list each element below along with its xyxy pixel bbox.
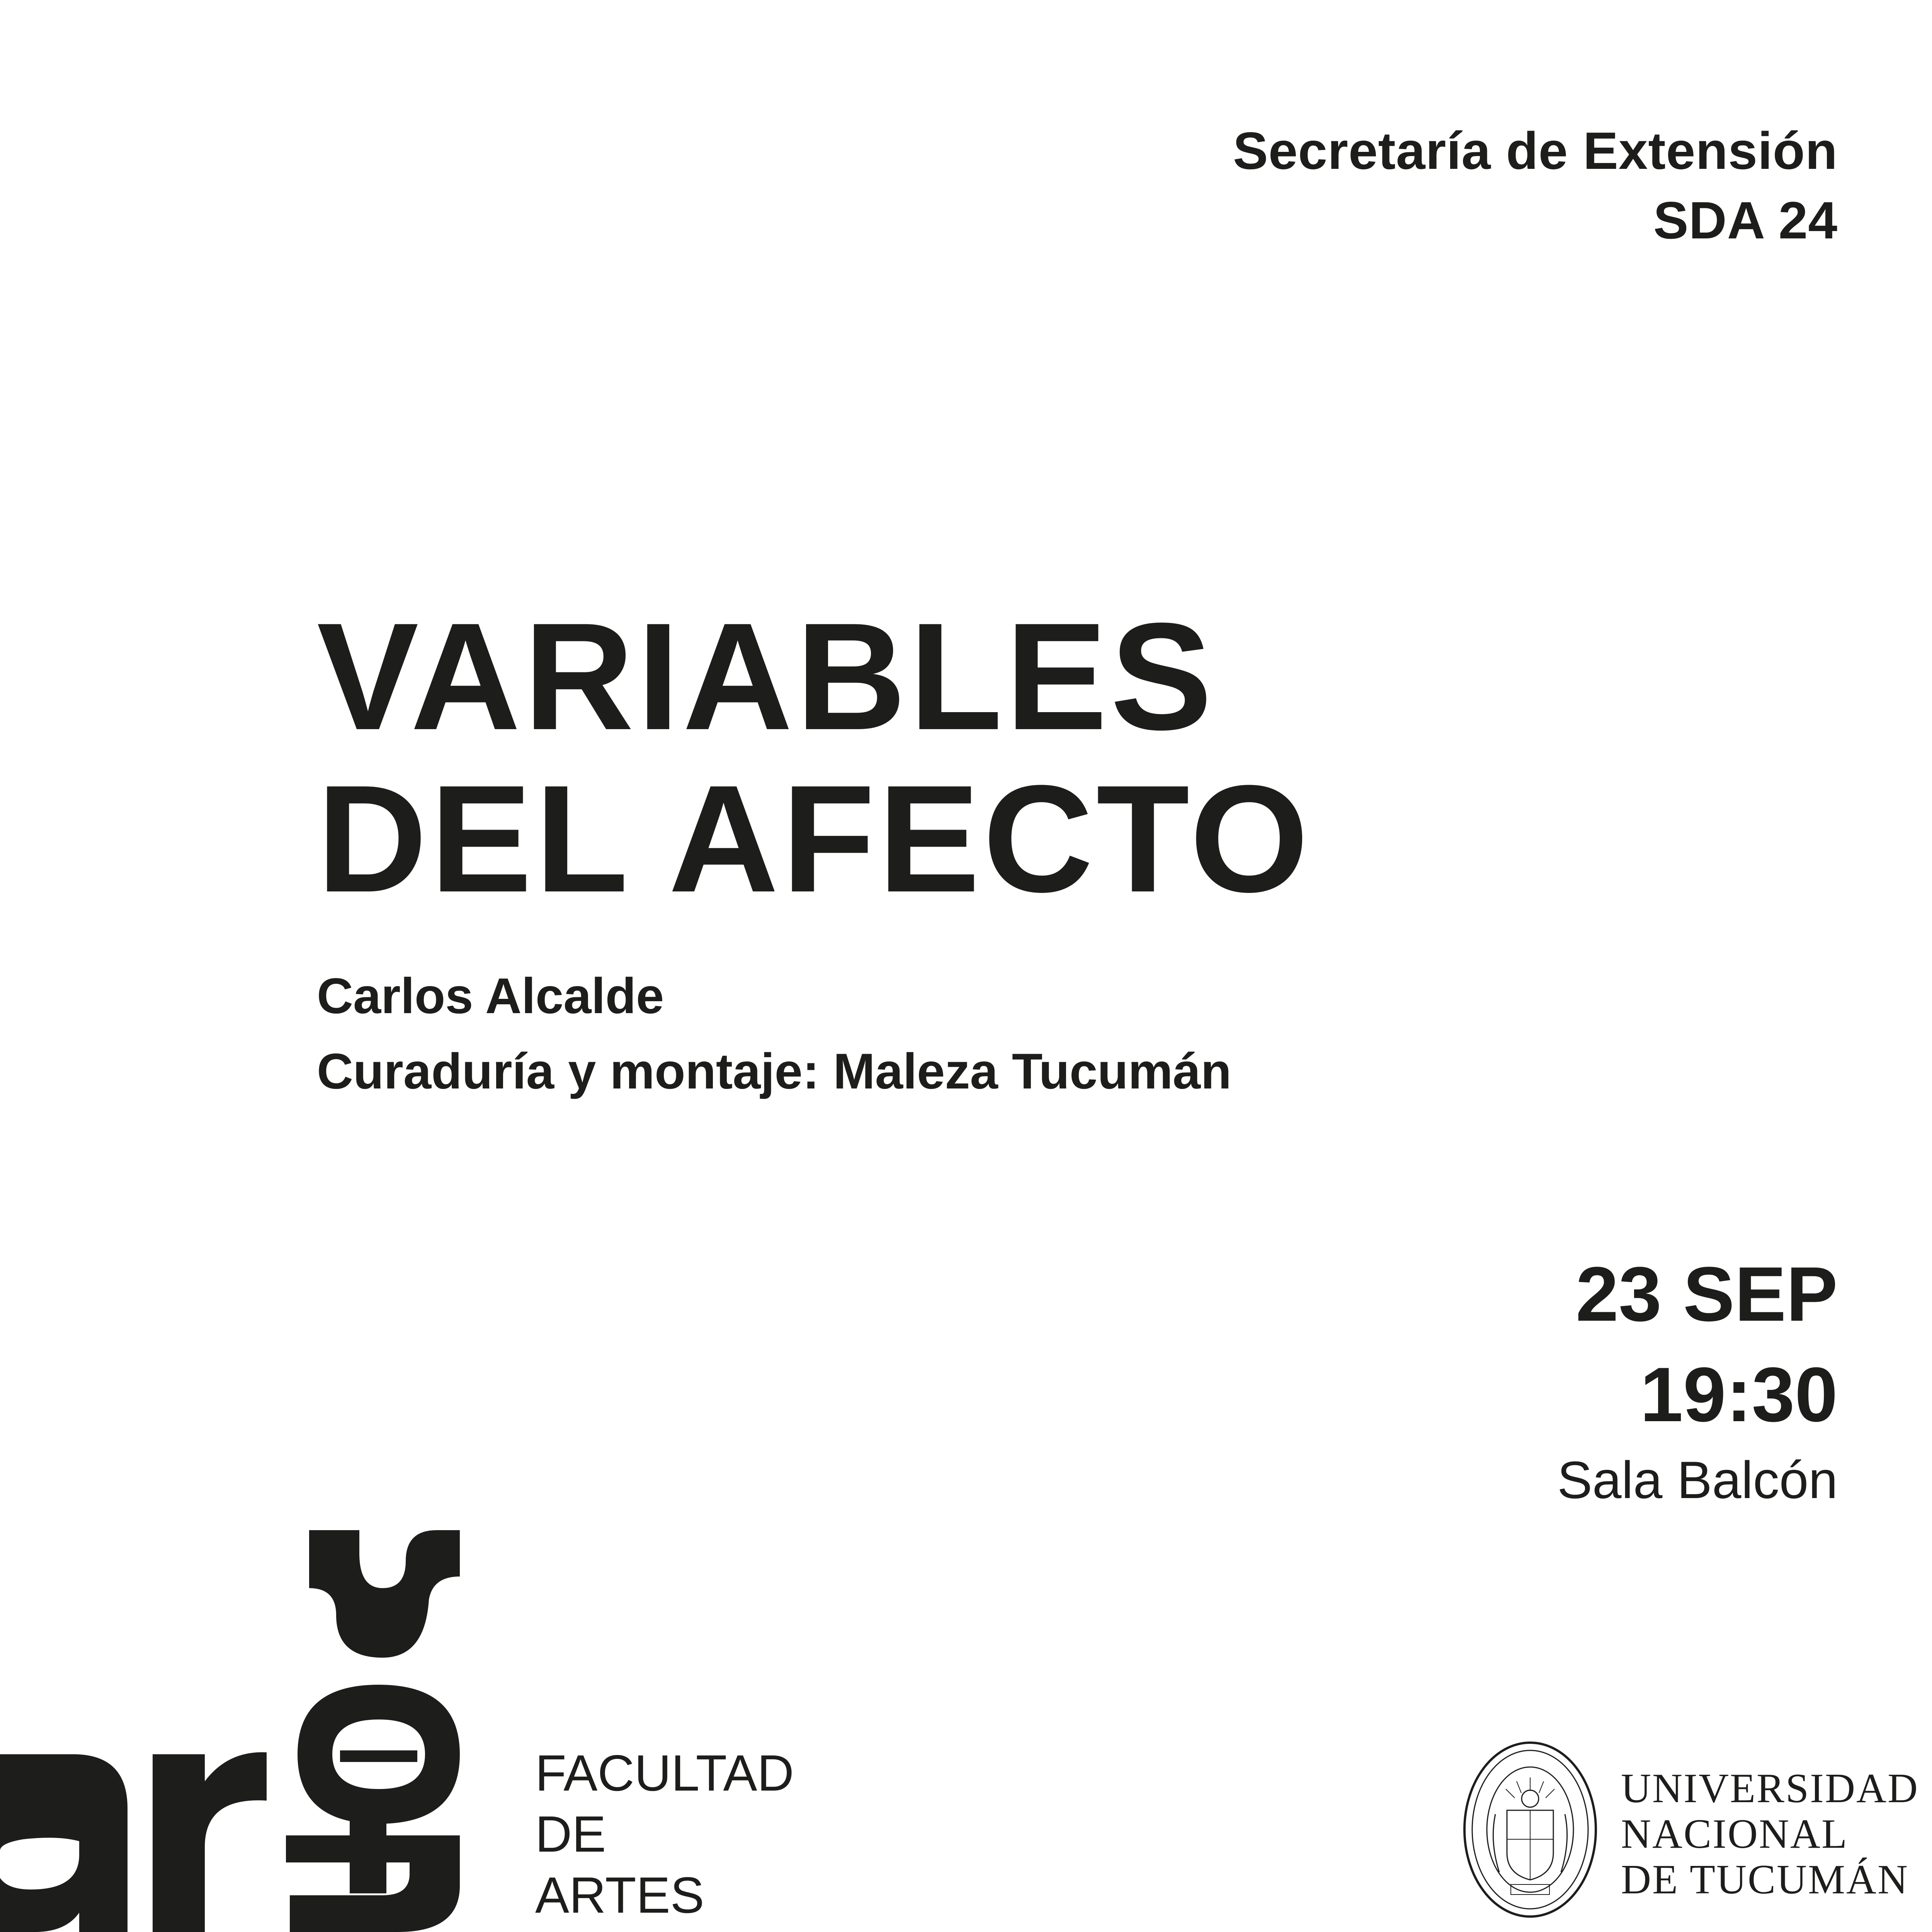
university-name-line: UNIVERSIDAD bbox=[1621, 1765, 1919, 1811]
organizer-line: Secretaría de Extensión bbox=[1233, 121, 1838, 180]
event-time: 19:30 bbox=[1640, 1352, 1838, 1438]
event-details bbox=[1557, 1244, 1838, 1515]
faculty-name-line: DE bbox=[535, 1806, 606, 1862]
credits bbox=[317, 958, 1231, 1109]
event-venue: Sala Balcón bbox=[1557, 1451, 1838, 1509]
faculty-name-line: FACULTAD bbox=[535, 1745, 794, 1801]
artes-logo-t bbox=[286, 1808, 460, 1932]
curation-credit: Curaduría y montaje: Maleza Tucumán bbox=[317, 1043, 1231, 1099]
artes-logo bbox=[0, 1530, 471, 1932]
university-name-line: DE TUCUMÁN bbox=[1621, 1857, 1909, 1903]
university-seal-icon bbox=[1463, 1741, 1598, 1918]
organizer-header bbox=[1233, 116, 1838, 255]
faculty-name-line: ARTES bbox=[535, 1867, 704, 1923]
event-date: 23 SEP bbox=[1575, 1251, 1838, 1337]
university-name-line: NACIONAL bbox=[1621, 1811, 1848, 1857]
artes-logo-a bbox=[0, 1754, 128, 1932]
faculty-name bbox=[535, 1743, 794, 1926]
exhibition-title bbox=[317, 591, 1312, 924]
artes-logo-r bbox=[153, 1752, 267, 1932]
university-name bbox=[1621, 1766, 1919, 1903]
artes-logo-e bbox=[298, 1685, 460, 1824]
artes-logo-s bbox=[309, 1530, 460, 1658]
title-line-2: DEL AFECTO bbox=[317, 753, 1312, 924]
artist-name: Carlos Alcalde bbox=[317, 968, 664, 1024]
program-code: SDA 24 bbox=[1653, 191, 1838, 250]
title-line-1: VARIABLES bbox=[317, 591, 1216, 762]
